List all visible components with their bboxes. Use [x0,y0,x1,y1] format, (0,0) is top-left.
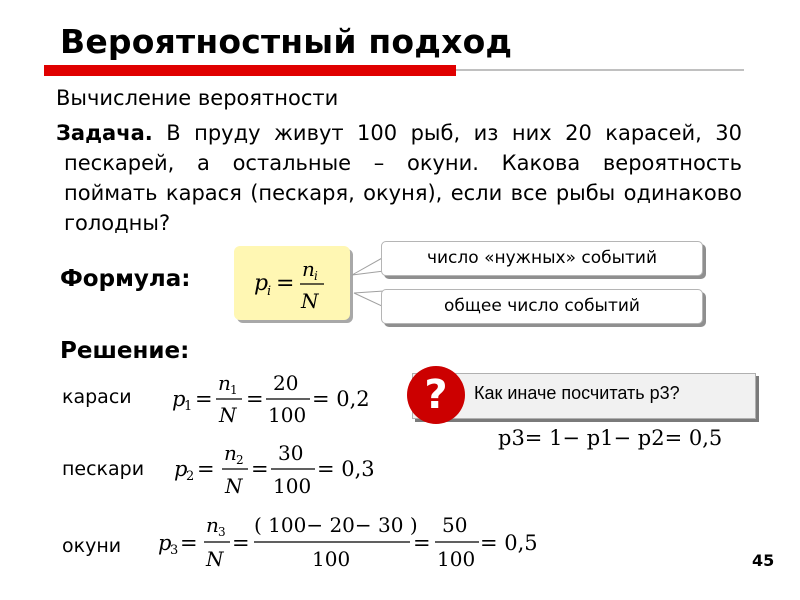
row-label-peskari: пескари [62,458,145,480]
formula-general [234,246,350,320]
svg-text:100: 100 [268,403,307,426]
solution-label: Решение: [60,338,190,364]
callout-total-events: общее число событий [381,289,703,324]
slide-title: Вероятностный подход [60,22,513,61]
callout-favorable-events: число «нужных» событий [381,241,703,276]
svg-text:n: n [224,441,237,465]
svg-text:= 0,2: = 0,2 [312,387,370,411]
page-number: 45 [752,551,775,570]
svg-text:N: N [301,289,319,313]
svg-text:p: p [172,387,186,411]
svg-text:N: N [219,403,237,426]
svg-text:n: n [218,371,231,395]
svg-text:3: 3 [218,525,226,539]
svg-text:N: N [225,474,243,498]
svg-text:100: 100 [312,547,351,571]
svg-text:p: p [174,457,188,481]
svg-text:=: = [195,387,213,411]
svg-text:( 100− 20− 30 ): ( 100− 20− 30 ) [254,513,418,537]
svg-text:1: 1 [184,399,193,414]
svg-text:=: = [232,531,250,555]
svg-text:=: = [276,271,295,296]
formula-box [234,246,350,320]
svg-text:p: p [158,531,172,555]
svg-text:2: 2 [186,469,195,484]
formula-label: Формула: [60,266,191,292]
svg-text:20: 20 [273,371,299,395]
formula-karasi [168,368,378,426]
svg-text:=: = [180,531,198,555]
question-text [474,383,680,404]
slide-subtitle: Вычисление вероятности [56,86,339,110]
svg-text:i: i [267,284,272,299]
svg-text:=: = [197,457,215,481]
formula-peskari [170,438,390,500]
alt-result-text: p3= 1− p1− p2= 0,5 [498,426,723,450]
svg-text:i: i [314,269,318,283]
row-label-okuni: окуни [62,535,122,557]
svg-text:n: n [302,257,315,281]
svg-text:2: 2 [236,453,244,467]
svg-text:=: = [246,387,264,411]
svg-text:1: 1 [230,383,238,397]
title-underline-gray [456,69,744,71]
svg-text:50: 50 [442,513,468,537]
svg-text:=: = [251,457,269,481]
question-text-content: Как иначе посчитать p3? [474,383,680,403]
row-label-karasi: караси [62,386,132,408]
svg-text:N: N [206,547,224,571]
svg-text:100: 100 [437,547,476,571]
svg-text:= 0,5: = 0,5 [480,531,538,555]
alt-result [498,426,722,450]
formula-okuni [156,508,556,572]
svg-text:= 0,3: = 0,3 [317,457,375,481]
svg-text:p: p [254,271,269,296]
task-label: Задача. [56,121,153,145]
task-text: В пруду живут 100 рыб, из них 20 карасей, 30 пескарей, а остальные – окуни. Какова вероятность поймать карася (пескаря, окуня), если все рыбы одинаково голодны? [64,121,742,235]
svg-text:100: 100 [273,474,312,498]
question-mark-icon: ? [407,366,465,424]
svg-text:30: 30 [278,441,304,465]
title-underline-red [44,65,456,76]
svg-text:3: 3 [170,543,179,558]
svg-text:n: n [206,513,219,537]
task-paragraph [56,118,742,238]
svg-text:=: = [413,531,431,555]
